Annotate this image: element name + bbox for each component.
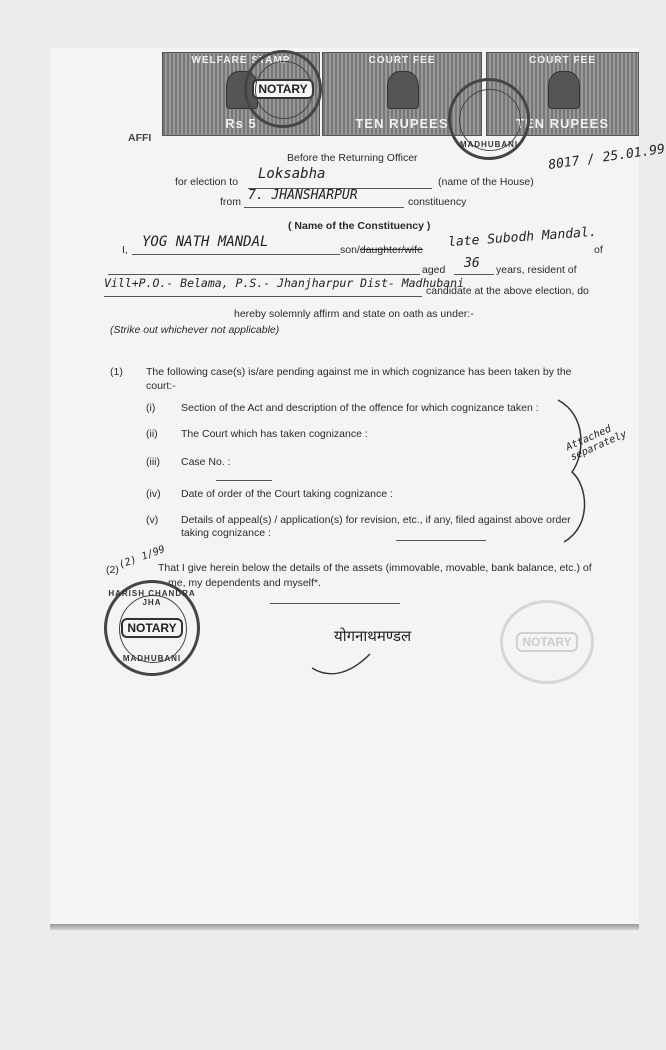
from-value: 7. JHANSHARPUR [248,188,358,203]
i-label: I, [122,244,128,256]
seal-place: MADHUBANI [122,654,182,663]
seal-name: HARISH CHANDRA JHA [108,589,196,607]
struck-relation: daughter/wife [359,244,423,256]
seal-label: NOTARY [121,618,182,638]
age-value: 36 [464,256,480,271]
before-returning-officer: Before the Returning Officer [287,152,418,164]
para1-text-line1: The following case(s) is/are pending against me in which cognizance has been taken by the [146,366,572,378]
para2-text-line2: me, my dependents and myself*. [168,577,321,589]
aged-label: aged [422,264,446,276]
brace-mark-icon [548,396,608,546]
election-to-value: Loksabha [258,166,326,182]
constituency-caption: ( Name of the Constituency ) [288,220,431,232]
item-number: (iii) [146,456,160,468]
faint-seal-label: NOTARY [516,632,577,652]
seal-place: MADHUBANI [459,140,519,149]
page-edge-shadow [50,924,639,930]
date-note: (2) 1/99 [117,544,167,571]
item-text: The Court which has taken cognizance : [181,428,368,440]
years-label: years, resident of [496,264,577,276]
seal-label: NOTARY [252,79,313,99]
stamp-value: TEN RUPEES [355,116,449,131]
side-note: Attached separately [564,423,629,464]
item-number: (i) [146,402,156,414]
emblem-icon [548,71,580,109]
stamp-heading: COURT FEE [529,55,596,66]
stamp-value: TEN RUPEES [515,116,610,131]
from-label: from [220,196,241,208]
stamp-value: Rs 5 [225,116,257,131]
item-text: Section of the Act and description of the offence for which cognizance taken : [181,402,539,414]
item-number: (v) [146,514,159,526]
item-text: Case No. : [181,456,231,468]
item-text: Date of order of the Court taking cognizance : [181,488,393,500]
notary-seal-icon [244,50,322,128]
item-text: taking cognizance : [181,527,271,539]
constituency-label: constituency [408,196,467,208]
father-name: late Subodh Mandal. [447,224,598,251]
of-label: of [594,244,603,256]
para1-text-line2: court:- [146,380,176,392]
faint-seal-icon [500,600,594,684]
emblem-icon [387,71,419,109]
item-text: Details of appeal(s) / application(s) for revision, etc., if any, filed against above order [181,514,571,526]
header-fragment: AFFI [128,132,152,144]
house-label: (name of the House) [438,176,534,188]
item-number: (iv) [146,488,161,500]
relation-label: son/daughter/wife [340,244,423,256]
notary-seal-icon [104,580,200,676]
deponent-name: YOG NATH MANDAL [142,234,269,250]
election-to-label: for election to [175,176,239,188]
strike-note: (Strike out whichever not applicable) [110,324,280,336]
stamp-heading: COURT FEE [368,55,436,66]
affirm-text: hereby solemnly affirm and state on oath as under:- [234,308,474,320]
item-number: (ii) [146,428,158,440]
para2-number: (2) [106,564,119,576]
stamp-heading: WELFARE STAMP [191,55,291,66]
para1-number: (1) [110,366,123,378]
notary-seal-icon [448,78,530,160]
filing-number-note: 8017 / 25.01.99 [547,141,666,174]
address-value: Vill+P.O.- Belama, P.S.- Jhanjharpur Dist- Madhubani [104,276,465,290]
para2-text-line1: That I give herein below the details of the assets (immovable, movable, bank balance, etc.) of [158,562,592,574]
signature-underline-icon [308,648,378,678]
deponent-signature: योगनाथमण्डल [334,627,412,645]
candidate-text: candidate at the above election, do [426,285,589,297]
